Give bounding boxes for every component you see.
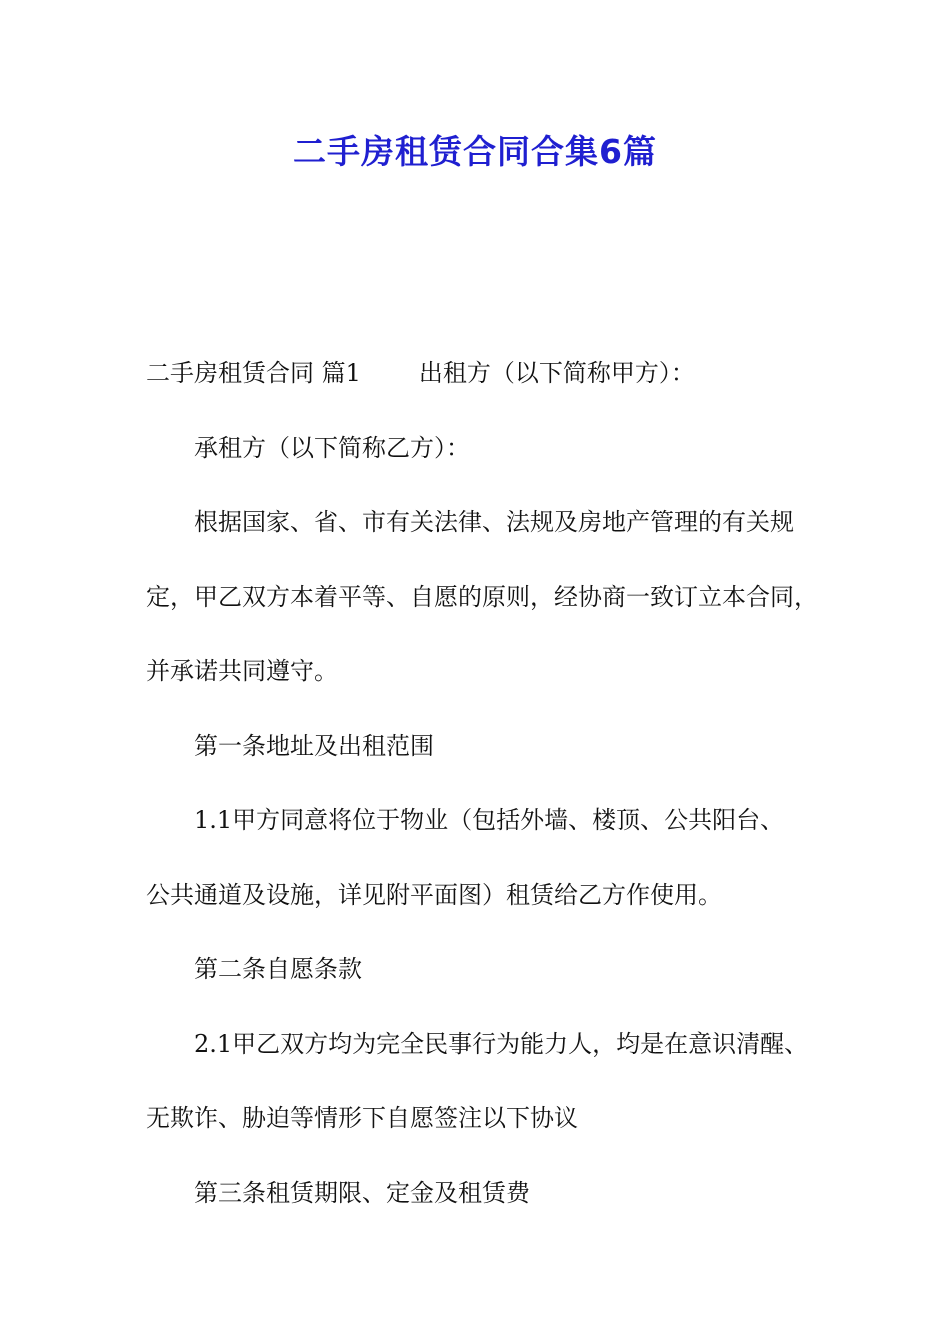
paragraph-line: 公共通道及设施，详见附平面图）租赁给乙方作使用。 (146, 880, 722, 909)
paragraph-line: 1.1甲方同意将位于物业（包括外墙、楼顶、公共阳台、 (194, 806, 785, 834)
paragraph-line: 并承诺共同遵守。 (146, 657, 338, 685)
paragraph-line: 定，甲乙双方本着平等、自愿的原则，经协商一致订立本合同， (146, 582, 818, 611)
section-heading: 二手房租赁合同 篇1 (146, 359, 361, 387)
paragraph-line: 无欺诈、胁迫等情形下自愿签注以下协议 (146, 1104, 578, 1132)
paragraph-line (146, 336, 836, 411)
paragraph-line: 第二条自愿条款 (194, 955, 362, 983)
paragraph-line: 承租方（以下简称乙方）： (194, 433, 470, 462)
paragraph-line: 根据国家、省、市有关法律、法规及房地产管理的有关规 (194, 508, 794, 536)
document-body (146, 336, 836, 1230)
paragraph-line: 2.1甲乙双方均为完全民事行为能力人，均是在意识清醒、 (194, 1029, 809, 1058)
paragraph-line: 第一条地址及出租范围 (194, 731, 434, 760)
lessor-label: 出租方（以下简称甲方）： (418, 359, 695, 387)
document-title: 二手房租赁合同合集6篇 (293, 132, 657, 171)
paragraph-line: 第三条租赁期限、定金及租赁费 (194, 1178, 530, 1207)
